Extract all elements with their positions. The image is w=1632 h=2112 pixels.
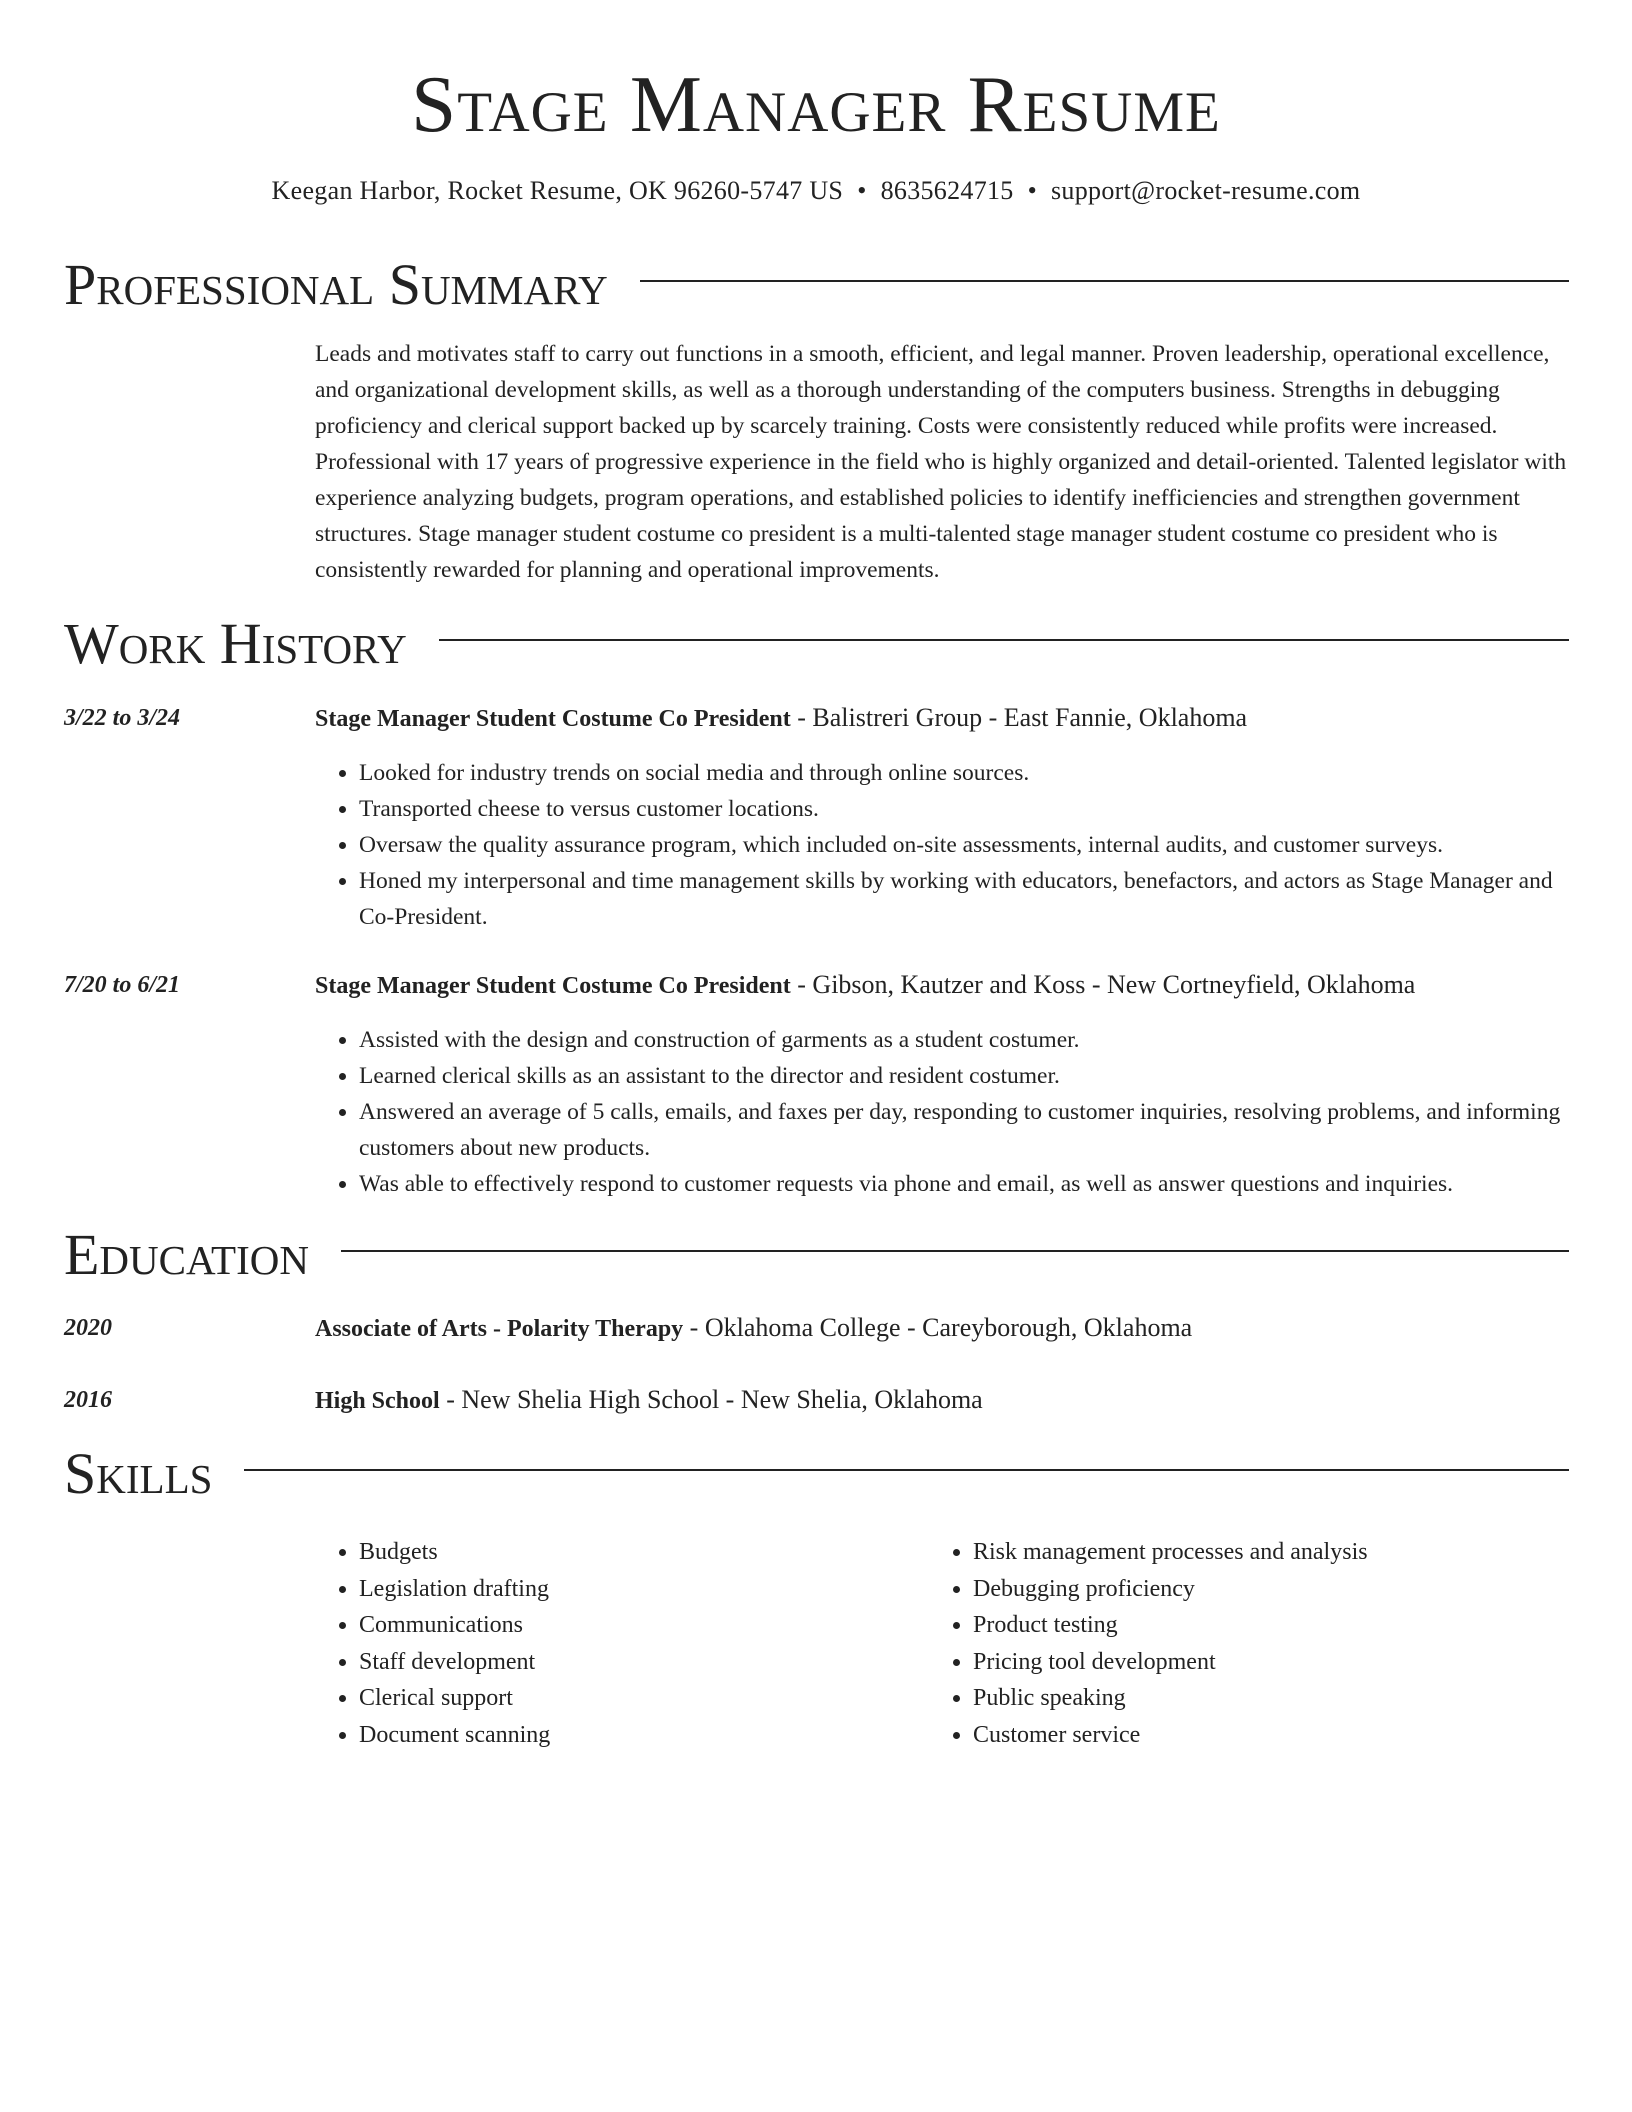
list-item: • Answered an average of 5 calls, emails, and faxes per day, responding to customer inquiries, resolving problems, and informing customers about new products. bbox=[359, 1094, 1569, 1166]
contact-phone: 8635624715 bbox=[880, 176, 1014, 205]
education-section-header bbox=[64, 1220, 1569, 1290]
summary-section-header bbox=[64, 250, 1569, 320]
education-heading-line bbox=[315, 1383, 1569, 1418]
skills-section-header bbox=[64, 1439, 1569, 1509]
skill-item: • Customer service bbox=[973, 1717, 1533, 1754]
degree-name: Associate of Arts - Polarity Therapy bbox=[315, 1316, 684, 1342]
contact-separator: • bbox=[857, 176, 867, 205]
job-title: Stage Manager Student Costume Co President bbox=[315, 973, 791, 999]
list-item: • Learned clerical skills as an assistant to the director and resident costumer. bbox=[359, 1058, 1569, 1094]
skill-item: • Legislation drafting bbox=[359, 1571, 919, 1608]
summary-text: Leads and motivates staff to carry out functions in a smooth, efficient, and legal manner. Proven leadership, operational excellence, and organizational development skills, as well as a thorough understanding of the computers business. Strengths in debugging proficiency and clerical support backed up by scarcely training. Costs were consistently reduced while profits were increased. Professional with 17 years of progressive experience in the field who is highly organized and detail-oriented. Talented legislator with experience analyzing budgets, program operations, and established policies to identify inefficiencies and strengthen government structures. Stage manager student costume co president is a multi-talented stage manager student costume co president who is consistently rewarded for planning and operational improvements. bbox=[315, 341, 1567, 583]
skill-item: • Debugging proficiency bbox=[973, 1571, 1533, 1608]
work-bullets bbox=[315, 755, 1569, 935]
work-dates: 7/20 to 6/21 bbox=[64, 972, 181, 998]
education-heading-line bbox=[315, 1311, 1569, 1346]
skill-item: • Risk management processes and analysis bbox=[973, 1534, 1533, 1571]
skills-list-right bbox=[929, 1534, 1533, 1753]
skills-heading: Skills bbox=[64, 1441, 213, 1506]
resume-title: Stage Manager Resume bbox=[411, 59, 1221, 149]
section-divider bbox=[341, 1250, 1569, 1252]
skill-item: • Communications bbox=[359, 1607, 919, 1644]
skill-item: • Public speaking bbox=[973, 1680, 1533, 1717]
contact-email: support@rocket-resume.com bbox=[1051, 176, 1361, 205]
list-item: • Looked for industry trends on social media and through online sources. bbox=[359, 755, 1569, 791]
school-details: - Oklahoma College - Careyborough, Oklahoma bbox=[683, 1313, 1193, 1342]
skill-item: • Clerical support bbox=[359, 1680, 919, 1717]
contact-separator: • bbox=[1027, 176, 1038, 205]
work-heading-line bbox=[315, 968, 1569, 1003]
section-divider bbox=[640, 280, 1569, 282]
work-dates: 3/22 to 3/24 bbox=[64, 705, 181, 731]
education-year: 2020 bbox=[64, 1315, 112, 1341]
work-heading-line bbox=[315, 701, 1569, 736]
skill-item: • Staff development bbox=[359, 1644, 919, 1681]
contact-line bbox=[0, 174, 1632, 208]
list-item: • Assisted with the design and construction of garments as a student costumer. bbox=[359, 1022, 1569, 1058]
education-heading: Education bbox=[64, 1222, 309, 1287]
list-item: • Honed my interpersonal and time management skills by working with educators, benefactors, and actors as Stage Manager and Co-President. bbox=[359, 863, 1569, 935]
list-item: • Transported cheese to versus customer locations. bbox=[359, 791, 1569, 827]
summary-heading: Professional Summary bbox=[64, 252, 608, 317]
work-heading: Work History bbox=[64, 611, 407, 676]
education-year: 2016 bbox=[64, 1387, 112, 1413]
section-divider bbox=[244, 1469, 1569, 1471]
skills-list-left bbox=[315, 1534, 919, 1753]
school-details: - New Shelia High School - New Shelia, Oklahoma bbox=[439, 1385, 983, 1414]
contact-address: Keegan Harbor, Rocket Resume, OK 96260-5747 US bbox=[271, 176, 844, 205]
skill-item: • Document scanning bbox=[359, 1717, 919, 1754]
skill-item: • Product testing bbox=[973, 1607, 1533, 1644]
list-item: • Oversaw the quality assurance program, which included on-site assessments, internal audits, and customer surveys. bbox=[359, 827, 1569, 863]
list-item: • Was able to effectively respond to customer requests via phone and email, as well as answer questions and inquiries. bbox=[359, 1166, 1569, 1202]
skill-item: • Pricing tool development bbox=[973, 1644, 1533, 1681]
work-section-header bbox=[64, 609, 1569, 679]
degree-name: High School bbox=[315, 1388, 440, 1414]
job-title: Stage Manager Student Costume Co President bbox=[315, 706, 791, 732]
skill-item: • Budgets bbox=[359, 1534, 919, 1571]
job-details: - Balistreri Group - East Fannie, Oklahoma bbox=[790, 703, 1248, 732]
work-bullets bbox=[315, 1022, 1569, 1202]
section-divider bbox=[439, 639, 1569, 641]
job-details: - Gibson, Kautzer and Koss - New Cortneyfield, Oklahoma bbox=[790, 970, 1416, 999]
